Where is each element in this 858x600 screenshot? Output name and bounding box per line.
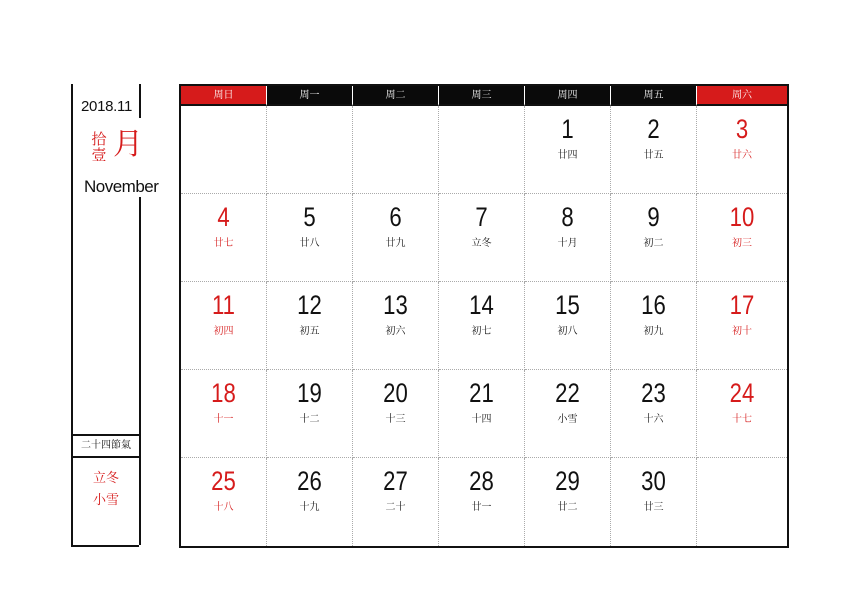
day-number: 7 [475,202,488,232]
lunar-date: 廿七 [213,238,234,249]
empty-day-cell [267,106,353,194]
day-number: 28 [469,466,494,496]
day-number: 20 [383,378,408,408]
lunar-date: 廿八 [299,238,320,249]
lunar-date: 廿三 [643,502,664,513]
day-cell[interactable] [611,106,697,194]
month-numeral-one: 壹 [91,146,107,164]
empty-day-cell [697,458,787,546]
day-cell[interactable] [525,458,611,546]
day-number: 3 [735,114,749,144]
day-cell[interactable] [353,194,439,282]
day-number: 18 [211,378,236,408]
sidebar-divider-bottom [139,197,141,545]
day-cell[interactable] [611,282,697,370]
empty-day-cell [439,106,525,194]
day-number: 16 [641,290,666,320]
solar-term-item: 立冬 [92,471,119,486]
weekday-header-cell: 周五 [611,86,697,106]
day-number: 4 [217,202,230,232]
day-number: 2 [647,114,660,144]
week-row [181,370,787,458]
day-cell[interactable] [353,370,439,458]
weekday-header-cell: 周一 [267,86,353,106]
day-number: 15 [555,290,580,320]
day-number: 11 [212,290,235,320]
day-cell[interactable] [525,282,611,370]
lunar-date: 二十 [385,502,406,513]
weekday-header-cell: 周六 [697,86,787,106]
lunar-date: 廿九 [385,238,406,249]
day-cell[interactable] [697,194,787,282]
lunar-date: 初三 [732,238,752,249]
day-number: 22 [555,378,580,408]
weekday-header-cell: 周日 [181,86,267,106]
lunar-date: 初四 [213,326,234,337]
day-cell[interactable] [697,370,787,458]
day-cell[interactable] [181,370,267,458]
lunar-date: 立冬 [471,238,492,249]
lunar-date: 初六 [385,326,406,337]
day-number: 17 [729,290,755,320]
day-number: 23 [641,378,666,408]
lunar-date: 廿一 [471,502,492,513]
lunar-date: 十四 [471,414,492,425]
day-cell[interactable] [181,194,267,282]
day-number: 10 [729,202,755,232]
lunar-date: 廿五 [643,150,664,161]
lunar-date: 初八 [557,326,578,337]
day-cell[interactable] [267,458,353,546]
day-cell[interactable] [611,458,697,546]
weekday-header-cell: 周四 [525,86,611,106]
day-cell[interactable] [267,370,353,458]
solar-term-item: 小雪 [92,493,119,508]
lunar-date: 十一 [213,414,234,425]
sidebar-divider-top [139,84,141,118]
day-cell[interactable] [181,282,267,370]
day-cell[interactable] [353,282,439,370]
solar-terms-list [73,468,139,512]
day-cell[interactable] [181,458,267,546]
month-calendar-grid [179,84,789,548]
day-cell[interactable] [439,194,525,282]
day-number: 12 [297,290,322,320]
month-numeral-ten: 拾 [91,130,107,148]
lunar-date: 廿六 [732,150,752,161]
month-english-name: November [84,177,159,196]
day-cell[interactable] [439,458,525,546]
year-month-label: 2018.11 [81,98,133,115]
lunar-date: 十二 [299,414,320,425]
day-number: 14 [469,290,494,320]
day-cell[interactable] [525,370,611,458]
day-number: 6 [389,202,402,232]
empty-day-cell [353,106,439,194]
day-cell[interactable] [611,194,697,282]
week-row [181,282,787,370]
day-cell[interactable] [267,194,353,282]
month-chinese-numeral [89,131,109,163]
day-cell[interactable] [525,106,611,194]
week-row [181,106,787,194]
day-cell[interactable] [697,282,787,370]
lunar-date: 初五 [299,326,320,337]
day-number: 25 [211,466,236,496]
day-number: 21 [469,378,494,408]
day-cell[interactable] [439,370,525,458]
day-number: 8 [561,202,574,232]
day-number: 29 [555,466,580,496]
day-cell[interactable] [525,194,611,282]
day-number: 1 [561,114,574,144]
lunar-date: 小雪 [557,414,578,425]
weekday-header-cell: 周二 [353,86,439,106]
weekday-header-cell: 周三 [439,86,525,106]
month-chinese-char: 月 [113,127,143,162]
day-number: 9 [647,202,660,232]
lunar-date: 十八 [213,502,234,513]
day-number: 24 [729,378,755,408]
empty-day-cell [181,106,267,194]
lunar-date: 初九 [643,326,664,337]
weekday-header [181,86,787,106]
lunar-date: 廿二 [557,502,578,513]
lunar-date: 初十 [732,326,752,337]
week-row [181,194,787,282]
lunar-date: 初七 [471,326,492,337]
day-number: 27 [383,466,408,496]
calendar-weeks [181,106,787,546]
day-cell[interactable] [439,282,525,370]
solar-terms-heading: 二十四節氣 [73,434,139,458]
day-number: 5 [303,202,316,232]
day-cell[interactable] [697,106,787,194]
day-number: 19 [297,378,322,408]
day-cell[interactable] [267,282,353,370]
lunar-date: 初二 [643,238,664,249]
week-row [181,458,787,546]
day-cell[interactable] [611,370,697,458]
lunar-date: 十七 [732,414,752,425]
lunar-date: 十三 [385,414,406,425]
day-number: 13 [383,290,408,320]
day-number: 26 [297,466,322,496]
lunar-date: 十月 [557,238,578,249]
lunar-date: 十九 [299,502,320,513]
month-sidebar [71,84,159,547]
lunar-date: 十六 [643,414,664,425]
lunar-date: 廿四 [557,150,578,161]
day-cell[interactable] [353,458,439,546]
day-number: 30 [641,466,666,496]
